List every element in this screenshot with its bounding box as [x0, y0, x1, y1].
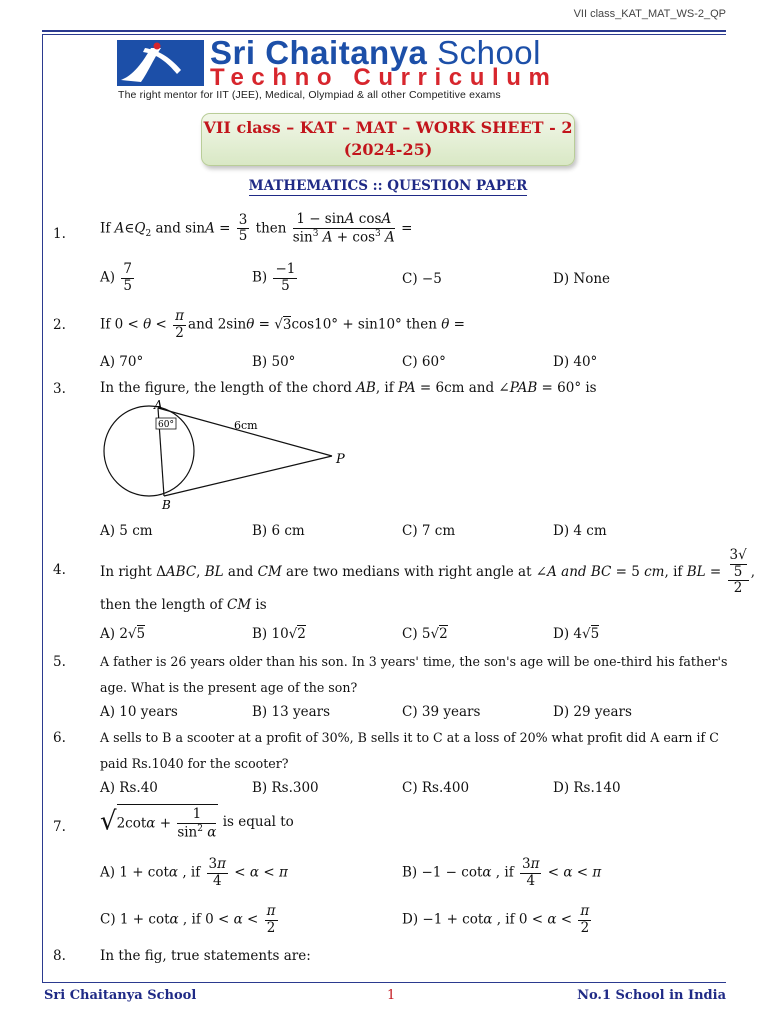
header-rule [42, 30, 726, 32]
option-d: D) 40° [553, 354, 598, 370]
question-5-line2: age. What is the present age of the son? [100, 680, 358, 695]
question-number: 3. [53, 381, 66, 397]
option-b: B) Rs.300 [252, 780, 319, 796]
question-number: 7. [53, 819, 66, 835]
option-a: A) 5 cm [100, 523, 153, 539]
option-d: D) None [553, 271, 611, 287]
school-name: Sri Chaitanya School [210, 34, 541, 71]
option-b: B) 13 years [252, 704, 330, 720]
option-b: B) 50° [252, 354, 296, 370]
question-number: 6. [53, 730, 66, 746]
option-d: D) Rs.140 [553, 780, 621, 796]
option-d: D) 29 years [553, 704, 632, 720]
option-c: C) 5√2 [402, 626, 448, 642]
option-b: B) −1 − cotα , if $\frac{3\pi}{4}$ < α < π [402, 856, 602, 889]
footer-school-name: Sri Chaitanya School [44, 988, 197, 1003]
question-number: 4. [53, 562, 66, 578]
document-code: VII class_KAT_MAT_WS-2_QP [573, 8, 726, 20]
question-7-text: √2cotα + $\frac{1}{\sin^2 \alpha}$ is equal to [100, 806, 294, 841]
subject-heading: MATHEMATICS :: QUESTION PAPER [248, 178, 528, 194]
question-number: 1. [53, 226, 66, 242]
option-d: D) 4 cm [553, 523, 607, 539]
option-d: D) −1 + cotα , if 0 < α < $\frac{\pi}{2}$ [402, 903, 590, 936]
question-number: 8. [53, 948, 66, 964]
chord-tangent-figure [96, 398, 356, 514]
question-number: 2. [53, 317, 66, 333]
left-margin-rule [42, 34, 43, 982]
footer-slogan: No.1 School in India [577, 988, 726, 1003]
brand-tagline: Techno Curriculum [210, 64, 558, 91]
school-logo-icon [117, 40, 204, 86]
question-1-text: If $A\in Q_2$ and sinA = $\frac{3}{5}$ then $\frac{\text{1 − sinA cosA}}{\sin^3 A + \cos^3 A}$ = [100, 211, 413, 246]
option-c: C) 7 cm [402, 523, 456, 539]
length-label: 6cm [234, 419, 258, 432]
question-number: 5. [53, 654, 66, 670]
question-4-text-cont: then the length of CM is [100, 597, 267, 613]
option-a: A) Rs.40 [100, 780, 158, 796]
point-a-label: A [154, 398, 163, 412]
question-2-text: If 0 < θ < $\frac{\pi}{2}$ and 2sinθ = √3cos10° + sin10° then θ = [100, 308, 465, 341]
point-b-label: B [162, 498, 171, 512]
option-c: C) −5 [402, 271, 442, 287]
option-c: C) 60° [402, 354, 446, 370]
option-a: A) 70° [100, 354, 144, 370]
option-b: B) 6 cm [252, 523, 305, 539]
option-b: B) $\frac{-1}{5}$ [252, 261, 296, 294]
angle-label: 60° [158, 420, 174, 430]
brand-motto: The right mentor for IIT (JEE), Medical, Olympiad & all other Competitive exams [118, 89, 501, 101]
option-c: C) 39 years [402, 704, 481, 720]
option-d: D) 4√5 [553, 626, 600, 642]
question-4-text: In right ΔABC, BL and CM are two medians with right angle at ∠A and BC = 5 cm, if BL = 3√ 5 2 , [100, 547, 755, 597]
question-6-line1: A sells to B a scooter at a profit of 30%, B sells it to C at a loss of 20% what profit did A earn if C [100, 730, 719, 745]
option-a: A) $\frac{7}{5}$ [100, 261, 132, 294]
question-8-text: In the fig, true statements are: [100, 948, 311, 964]
question-3-text: In the figure, the length of the chord AB, if PA = 6cm and ∠PAB = 60° is [100, 380, 597, 396]
footer-rule [42, 982, 726, 983]
point-p-label: P [336, 452, 345, 467]
academic-year: (2024-25) [343, 140, 433, 159]
option-b: B) 10√2 [252, 626, 306, 642]
question-6-line2: paid Rs.1040 for the scooter? [100, 756, 289, 771]
option-a: A) 10 years [100, 704, 178, 720]
page-number: 1 [387, 988, 396, 1003]
option-c: C) 1 + cotα , if 0 < α < $\frac{\pi}{2}$ [100, 903, 276, 936]
worksheet-title-banner [201, 113, 575, 166]
worksheet-title: VII class – KAT – MAT – WORK SHEET - 2 [203, 118, 573, 137]
option-a: A) 1 + cotα , if $\frac{3\pi}{4}$ < α < π [100, 856, 288, 889]
option-c: C) Rs.400 [402, 780, 470, 796]
question-5-line1: A father is 26 years older than his son. In 3 years' time, the son's age will be one-third his father's [100, 654, 728, 669]
option-a: A) 2√5 [100, 626, 146, 642]
